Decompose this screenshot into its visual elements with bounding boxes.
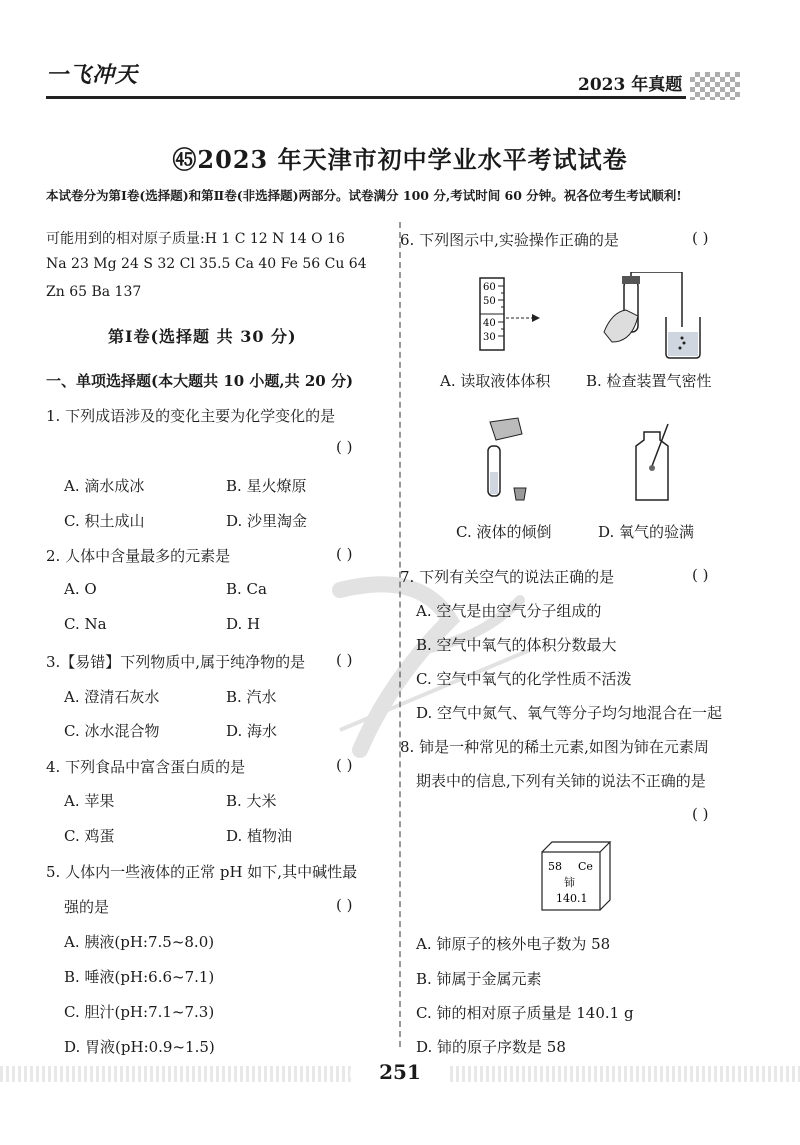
- q7-option-a: A. 空气是由空气分子组成的: [416, 602, 602, 620]
- q4-option-c: C. 鸡蛋: [64, 827, 115, 845]
- q7-option-d: D. 空气中氮气、氧气等分子均匀地混合在一起: [416, 704, 723, 722]
- q5-option-a: A. 胰液(pH:7.5~8.0): [64, 933, 215, 951]
- header-checker-decoration: [690, 72, 740, 100]
- element-name: 铈: [564, 876, 575, 889]
- element-atomic-number: 58: [548, 860, 562, 873]
- q4-option-d: D. 植物油: [226, 827, 293, 845]
- diagram-b-airtightness-check: [592, 272, 712, 362]
- diagram-c-liquid-pouring: [474, 416, 544, 506]
- q1-option-b: B. 星火燎原: [226, 477, 307, 495]
- question-3-answer-blank[interactable]: ( ): [336, 651, 353, 669]
- page-number: 251: [350, 1060, 450, 1088]
- cylinder-tick-30: 30: [483, 332, 496, 343]
- question-5-text-line-1: 5. 人体内一些液体的正常 pH 如下,其中碱性最: [46, 863, 358, 881]
- atomic-mass-line-2: Na 23 Mg 24 S 32 Cl 35.5 Ca 40 Fe 56 Cu 64: [46, 256, 367, 272]
- q2-option-d: D. H: [226, 615, 261, 633]
- q6-option-a: A. 读取液体体积: [440, 372, 551, 390]
- diagram-d-oxygen-full-check: [622, 418, 682, 508]
- q1-option-c: C. 积土成山: [64, 512, 145, 530]
- q4-option-a: A. 苹果: [64, 792, 115, 810]
- question-1-answer-blank[interactable]: ( ): [336, 438, 353, 456]
- question-4-text: 4. 下列食品中富含蛋白质的是: [46, 758, 246, 776]
- question-6-answer-blank[interactable]: ( ): [692, 229, 709, 247]
- diagram-a-graduated-cylinder: [472, 274, 552, 354]
- atomic-mass-line-1: 可能用到的相对原子质量:H 1 C 12 N 14 O 16: [46, 231, 345, 247]
- q8-option-c: C. 铈的相对原子质量是 140.1 g: [416, 1004, 634, 1022]
- q2-option-b: B. Ca: [226, 580, 267, 598]
- exam-instructions: 本试卷分为第Ⅰ卷(选择题)和第Ⅱ卷(非选择题)两部分。试卷满分 100 分,考试时间 60 分钟。祝各位考生考试顺利!: [46, 188, 682, 203]
- q8-option-a: A. 铈原子的核外电子数为 58: [416, 935, 611, 953]
- q5-option-d: D. 胃液(pH:0.9~1.5): [64, 1038, 215, 1056]
- question-5-text-line-2: 强的是: [64, 898, 110, 916]
- q5-option-c: C. 胆汁(pH:7.1~7.3): [64, 1003, 215, 1021]
- cylinder-tick-50: 50: [483, 296, 496, 307]
- q1-option-d: D. 沙里淘金: [226, 512, 308, 530]
- cylinder-tick-40: 40: [483, 318, 496, 329]
- q2-option-c: C. Na: [64, 615, 107, 633]
- q5-option-b: B. 唾液(pH:6.6~7.1): [64, 968, 215, 986]
- question-6-text: 6. 下列图示中,实验操作正确的是: [400, 231, 619, 249]
- question-7-text: 7. 下列有关空气的说法正确的是: [400, 568, 615, 586]
- q7-option-c: C. 空气中氧气的化学性质不活泼: [416, 670, 632, 688]
- q8-option-d: D. 铈的原子序数是 58: [416, 1038, 566, 1056]
- part-title: 一、单项选择题(本大题共 10 小题,共 20 分): [46, 372, 354, 390]
- question-5-answer-blank[interactable]: ( ): [336, 896, 353, 914]
- q6-option-b: B. 检查装置气密性: [586, 372, 712, 390]
- q3-option-d: D. 海水: [226, 722, 278, 740]
- question-3-text: 3.【易错】下列物质中,属于纯净物的是: [46, 653, 306, 671]
- question-8-answer-blank[interactable]: ( ): [692, 805, 709, 823]
- question-1-text: 1. 下列成语涉及的变化主要为化学变化的是: [46, 407, 336, 425]
- question-8-text-line-2: 期表中的信息,下列有关铈的说法不正确的是: [416, 772, 706, 790]
- question-7-answer-blank[interactable]: ( ): [692, 566, 709, 584]
- question-4-answer-blank[interactable]: ( ): [336, 756, 353, 774]
- cylinder-tick-60: 60: [483, 282, 496, 293]
- section-title: 第Ⅰ卷(选择题 共 30 分): [108, 327, 297, 346]
- element-atomic-mass: 140.1: [556, 892, 588, 905]
- element-symbol: Ce: [578, 860, 593, 873]
- question-2-answer-blank[interactable]: ( ): [336, 545, 353, 563]
- brand-logo: 一飞冲天: [46, 63, 139, 88]
- q2-option-a: A. O: [64, 580, 97, 598]
- header-year-label: 2023 年真题: [578, 75, 683, 95]
- q7-option-b: B. 空气中氧气的体积分数最大: [416, 636, 617, 654]
- q8-option-b: B. 铈属于金属元素: [416, 970, 542, 988]
- header-rule: [46, 96, 686, 99]
- question-2-text: 2. 人体中含量最多的元素是: [46, 547, 231, 565]
- page-title: ㊺2023 年天津市初中学业水平考试试卷: [172, 145, 628, 174]
- q6-option-c: C. 液体的倾倒: [456, 523, 552, 541]
- q3-option-c: C. 冰水混合物: [64, 722, 160, 740]
- atomic-mass-line-3: Zn 65 Ba 137: [46, 284, 142, 300]
- element-cerium-tile: [538, 840, 614, 914]
- q1-option-a: A. 滴水成冰: [64, 477, 145, 495]
- q4-option-b: B. 大米: [226, 792, 277, 810]
- question-8-text-line-1: 8. 铈是一种常见的稀土元素,如图为铈在元素周: [400, 738, 709, 756]
- q3-option-b: B. 汽水: [226, 688, 277, 706]
- q3-option-a: A. 澄清石灰水: [64, 688, 160, 706]
- q6-option-d: D. 氧气的验满: [598, 523, 695, 541]
